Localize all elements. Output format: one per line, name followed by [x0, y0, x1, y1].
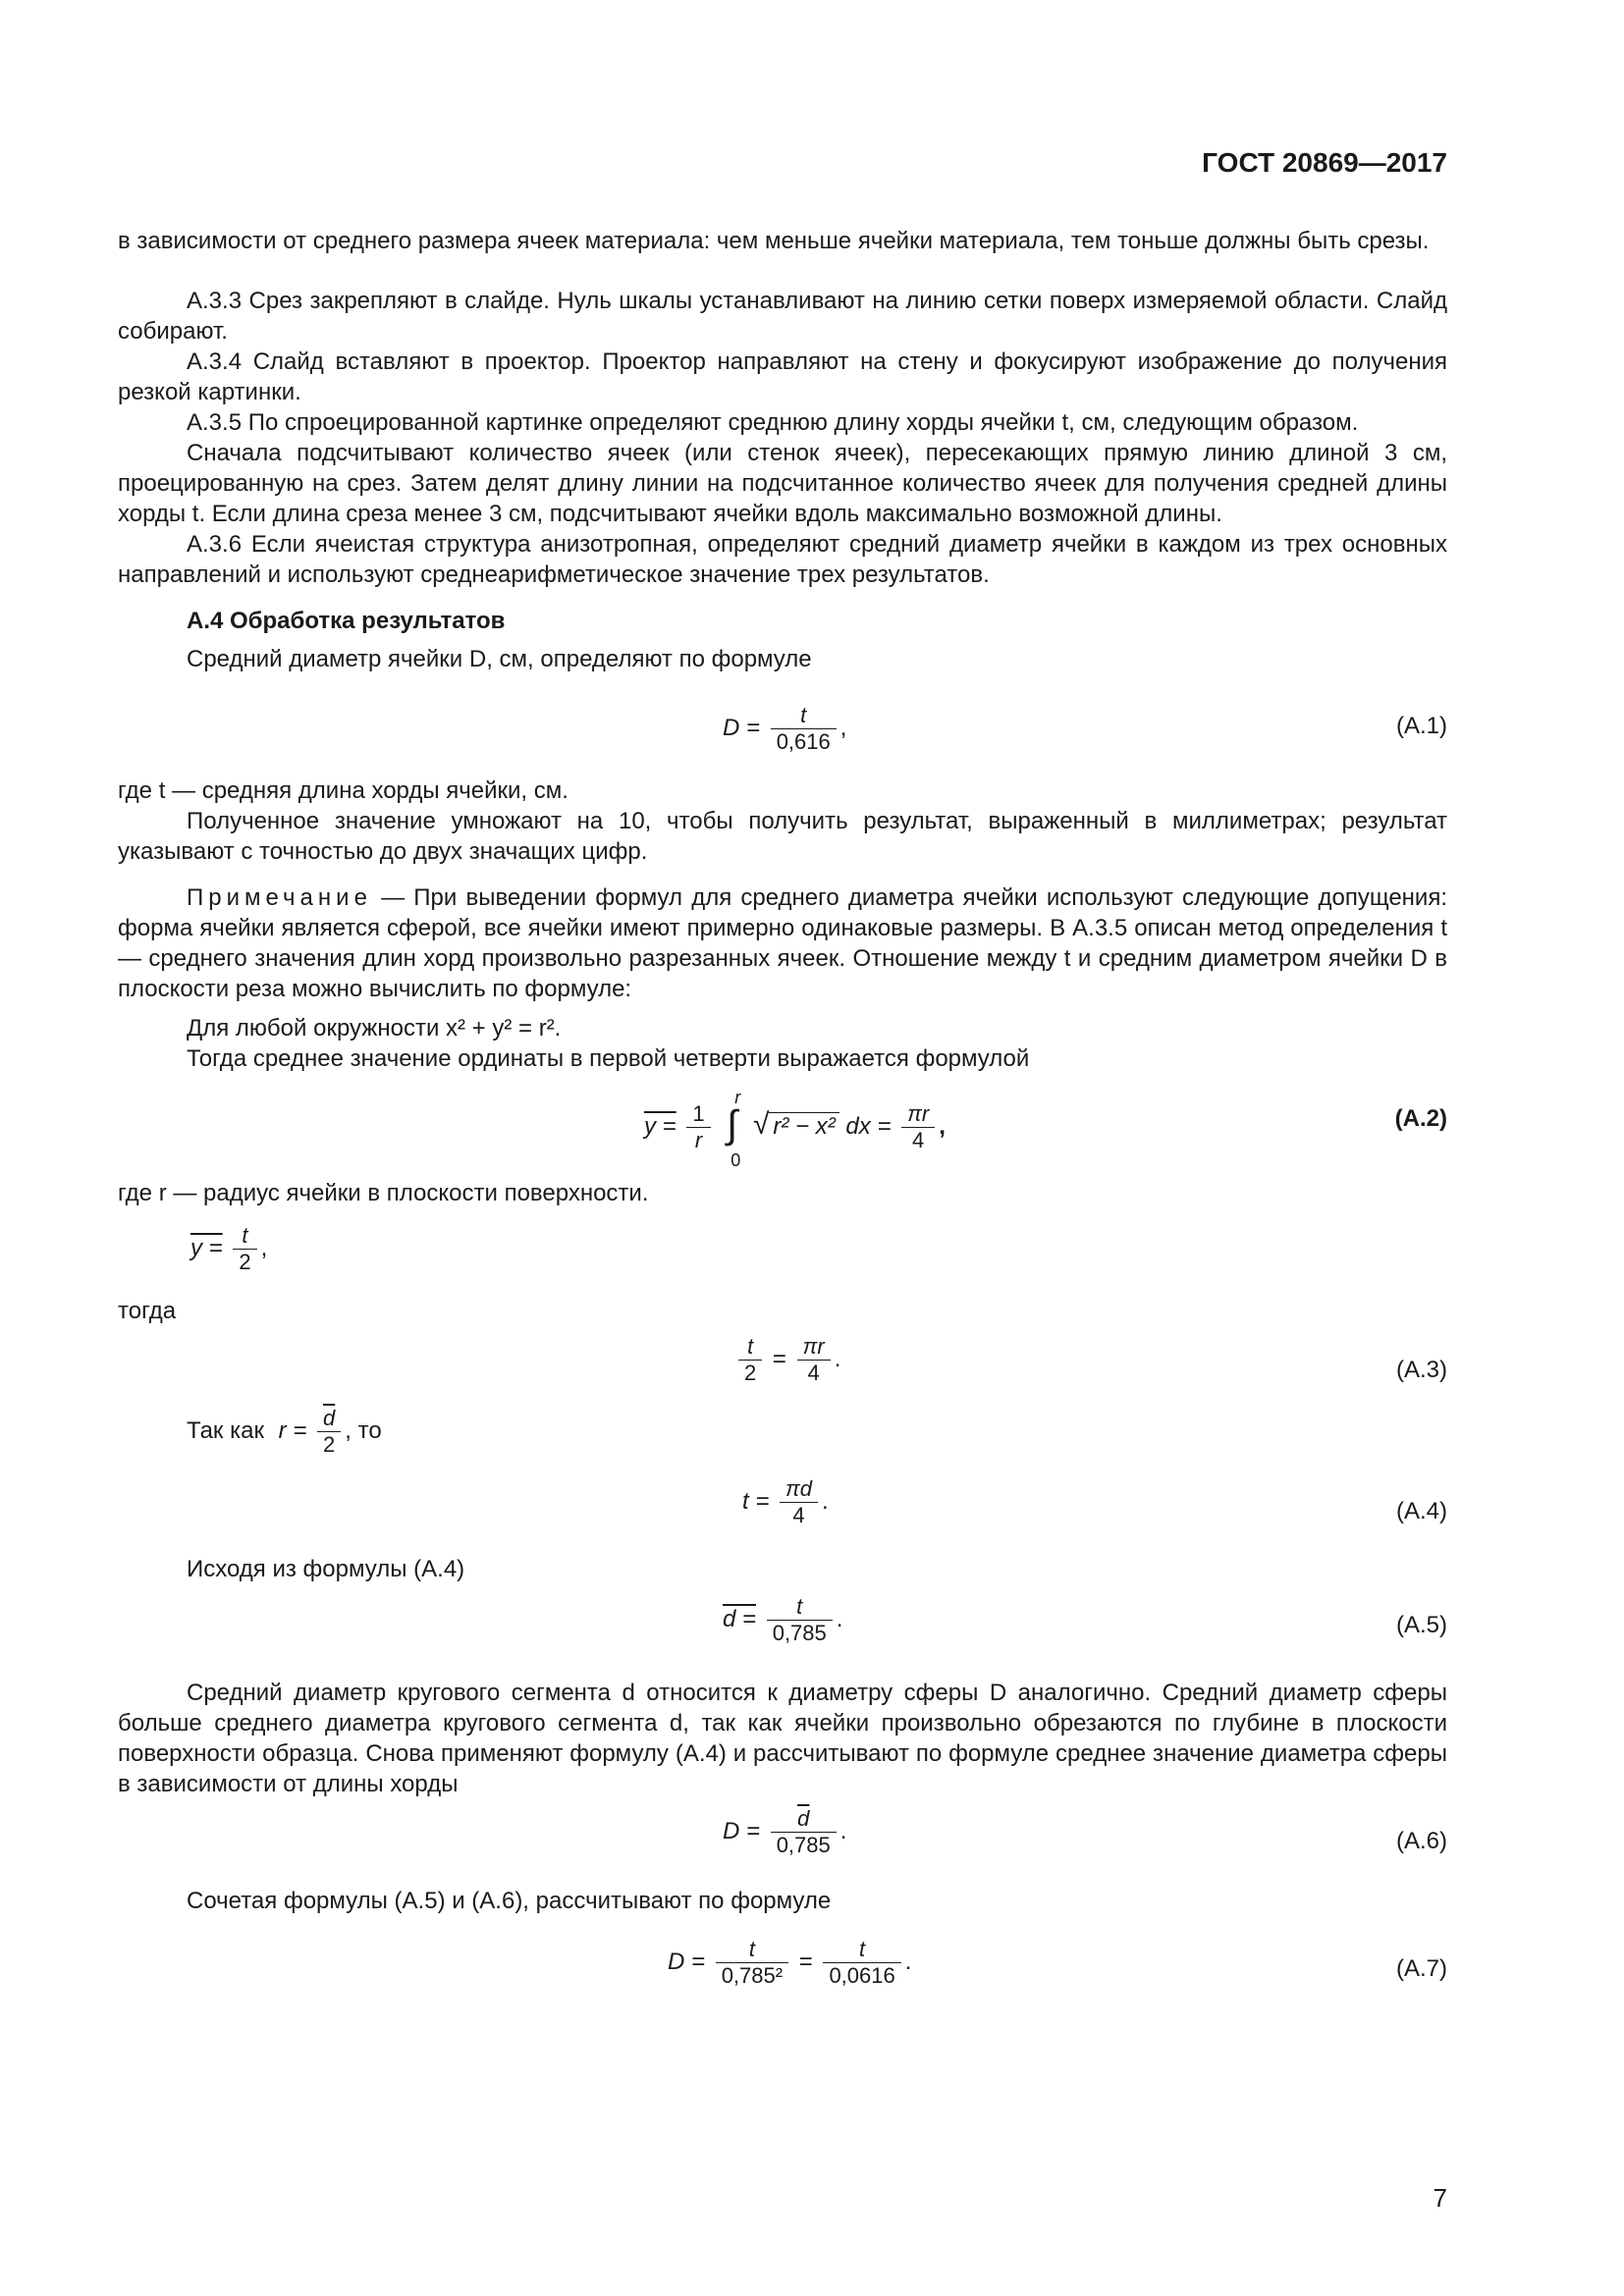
standard-header: ГОСТ 20869—2017 [1202, 147, 1447, 178]
equation-a1: D = $\frac{t}{0,616}$ , [723, 703, 847, 754]
note-block [118, 882, 1447, 1004]
equation-number-a4: (А.4) [1395, 1498, 1447, 1524]
paragraph-combining: Сочетая формулы (А.5) и (А.6), рассчитывают по формуле [187, 1888, 832, 1914]
paragraph-counting: Сначала подсчитывают количество ячеек (или стенок ячеек), пересекающих прямую линию длиной 3 см, проецированную на срез. Затем делят длину линии на подсчитанное количество ячеек для получения средней длины хорды t. Если длина среза менее 3 см, подсчитывают ячейки вдоль максимально возможной длины. [118, 440, 1447, 527]
equation-a2: y = $\frac{1}{r}$ ∫ r 0 √ r² − x² dx = $\frac{\pi r}{4}$ , [644, 1087, 946, 1170]
equation-number-a2: (А.2) [1394, 1105, 1447, 1132]
equation-a3: $\frac{t}{2}$ = $\frac{\pi r}{4}$ . [734, 1334, 840, 1386]
paragraph-a36: А.3.6 Если ячеистая структура анизотропная, определяют средний диаметр ячейки в каждом из трех основных направлений и используют среднеарифметическое значение трех результатов. [118, 531, 1447, 588]
paragraph-multiply: Полученное значение умножают на 10, чтобы получить результат, выраженный в миллиметрах; результат указывают с точностью до двух значащих цифр. [118, 808, 1447, 865]
section-heading-a4: А.4 Обработка результатов [187, 608, 506, 634]
paragraph-p1: в зависимости от среднего размера ячеек материала: чем меньше ячейки материала, тем тоньше должны быть срезы. [118, 228, 1430, 254]
note-label: Примечание [187, 884, 372, 911]
equation-a6: D = $\frac{\overline{d}}{0,785}$ . [723, 1806, 847, 1857]
paragraph-a35: А.3.5 По спроецированной картинке определяют среднюю длину хорды ячейки t, см, следующим образом. [187, 409, 1359, 436]
page-number: 7 [1433, 2183, 1447, 2213]
paragraph-where-r: где r — радиус ячейки в плоскости поверхности. [118, 1180, 649, 1206]
paragraph-a33: А.3.3 Срез закрепляют в слайде. Нуль шкалы устанавливают на линию сетки поверх измеряемой области. Слайд собирают. [118, 288, 1447, 345]
equation-ybar: y = $\frac{t}{2}$ , [190, 1223, 268, 1274]
paragraph-a34: А.3.4 Слайд вставляют в проектор. Проектор направляют на стену и фокусируют изображение до получения резкой картинки. [118, 348, 1447, 405]
equation-a4: t = $\frac{\pi d}{4}$ . [742, 1476, 829, 1527]
equation-a7: D = $\frac{t}{\text{0,785²}}$ = $\frac{t}{0,0616}$ . [668, 1937, 912, 1988]
note-text: — При выведении формул для среднего диаметра ячейки используют следующие допущения: форма ячейки является сферой, все ячейки имеют примерно одинаковые размеры. В А.3.5 описан метод определения t — среднего значения длин хорд произвольно разрезанных ячеек. Отношение между t и средним диаметром ячейки D в плоскости реза можно вычислить по формуле: [118, 884, 1447, 1002]
paragraph-ordinate: Тогда среднее значение ординаты в первой четверти выражается формулой [187, 1045, 1030, 1072]
equation-a5: d = $\frac{t}{0,785}$ . [723, 1594, 843, 1645]
paragraph-where-t: где t — средняя длина хорды ячейки, см. [118, 777, 568, 804]
equation-number-a6: (А.6) [1395, 1828, 1447, 1854]
equation-number-a1: (А.1) [1395, 713, 1447, 739]
equation-number-a3: (А.3) [1395, 1357, 1447, 1383]
equation-number-a5: (А.5) [1395, 1612, 1447, 1638]
paragraph-segment: Средний диаметр кругового сегмента d относится к диаметру сферы D аналогично. Средний диаметр сферы больше среднего диаметра кругового сегмента d, так как ячейки произвольно обрезаются по глубине в плоскости поверхности образца. Снова применяют формулу (А.4) и рассчитывают по формуле среднее значение диаметра сферы в зависимости от длины хорды [118, 1680, 1447, 1797]
paragraph-then: тогда [118, 1298, 177, 1324]
equation-number-a7: (А.7) [1395, 1955, 1447, 1982]
paragraph-circle: Для любой окружности x² + y² = r². [187, 1015, 562, 1041]
paragraph-from-a4: Исходя из формулы (А.4) [187, 1556, 465, 1582]
paragraph-mean-diameter: Средний диаметр ячейки D, см, определяют по формуле [187, 646, 812, 672]
equation-since-r: Так как r = $\frac{\overline{d}}{2}$ , то [187, 1406, 382, 1457]
